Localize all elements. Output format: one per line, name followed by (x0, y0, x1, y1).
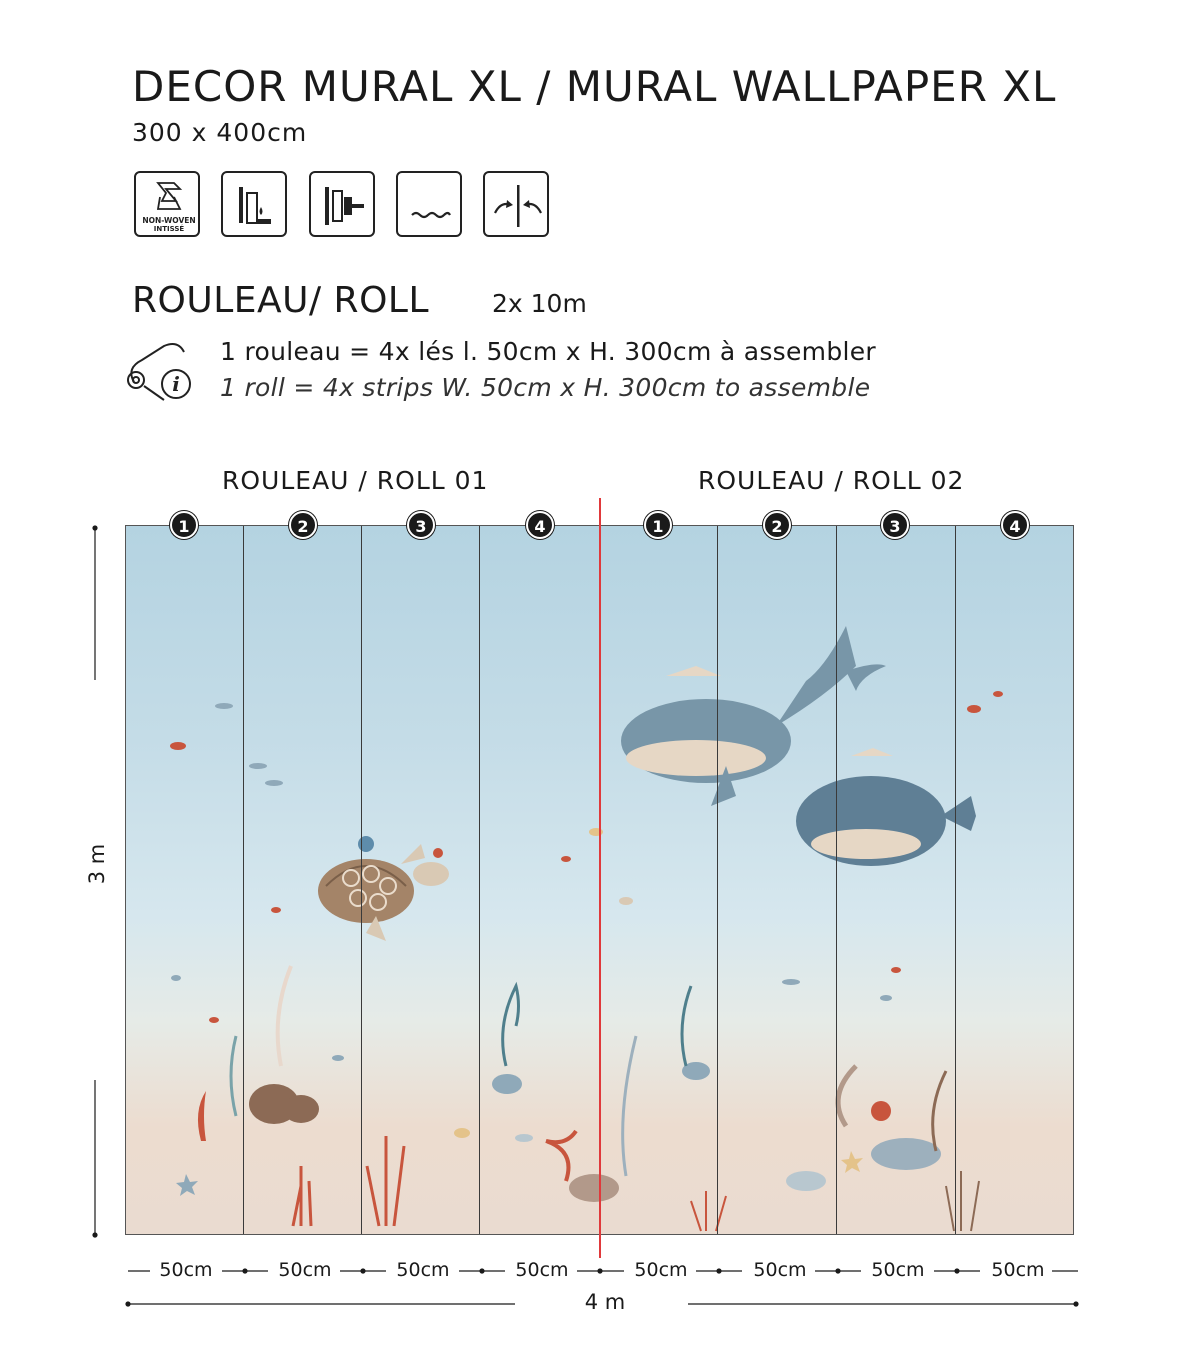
roll-01-label: ROULEAU / ROLL 01 (222, 466, 489, 495)
intisse-text: INTISSÉ (153, 225, 185, 233)
strip-number-badge: 4 (526, 511, 554, 539)
roll-description-en: 1 roll = 4x strips W. 50cm x H. 300cm to assemble (220, 373, 871, 402)
total-width-label: 4 m (584, 1290, 626, 1314)
roll-description-fr: 1 rouleau = 4x lés l. 50cm x H. 300cm à assembler (220, 337, 876, 366)
svg-text:i: i (172, 372, 180, 396)
strip-width-label: 50cm (753, 1259, 807, 1281)
strip-number-badge: 4 (1001, 511, 1029, 539)
roll-02-label: ROULEAU / ROLL 02 (698, 466, 965, 495)
strip-number-badge: 2 (289, 511, 317, 539)
strip-width-label: 50cm (515, 1259, 569, 1281)
strip-width-label: 50cm (396, 1259, 450, 1281)
strip-width-label: 50cm (871, 1259, 925, 1281)
strip-number-badge: 1 (170, 511, 198, 539)
non-woven-text: NON-WOVEN (142, 216, 196, 225)
strip-number-badge: 3 (407, 511, 435, 539)
mural-dimensions: 300 x 400cm (132, 118, 308, 147)
strip-number-badge: 1 (644, 511, 672, 539)
strip-width-label: 50cm (634, 1259, 688, 1281)
strip-number-badge: 3 (881, 511, 909, 539)
strip-width-label: 50cm (991, 1259, 1045, 1281)
strip-width-label: 50cm (159, 1259, 213, 1281)
roll-heading: ROULEAU/ ROLL (132, 280, 430, 321)
strip-width-label: 50cm (278, 1259, 332, 1281)
page-title: DECOR MURAL XL / MURAL WALLPAPER XL (132, 62, 1057, 111)
height-label: 3 m (85, 843, 109, 885)
roll-quantity: 2x 10m (492, 289, 587, 318)
strip-number-badge: 2 (763, 511, 791, 539)
